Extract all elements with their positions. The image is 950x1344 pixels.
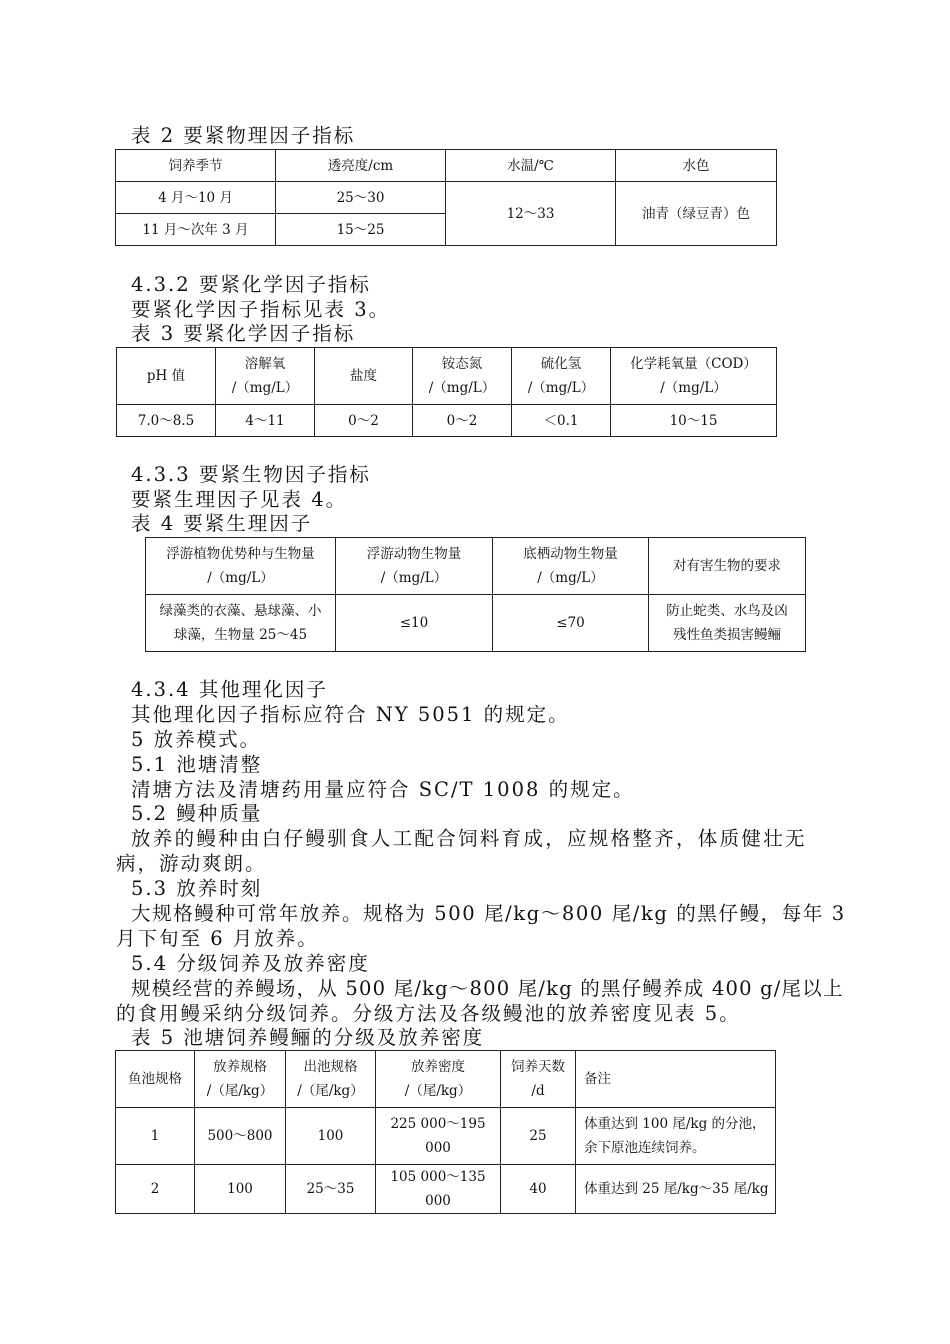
sec-433-heading: 4.3.3 要紧生物因子指标 [131, 463, 371, 486]
table4-header-benthic: 底栖动物生物量 /（mg/L） [493, 538, 649, 595]
table5-header-stock-size: 放养规格 /（尾/kg） [195, 1051, 286, 1108]
table2-cell-temp: 12～33 [446, 182, 616, 246]
table5-cell: 1 [116, 1108, 195, 1165]
sec-53-text-1: 大规格鳗种可常年放养。规格为 500 尾/kg～800 尾/kg 的黑仔鳗，每年 3 [131, 902, 846, 925]
table2-cell: 25～30 [276, 182, 446, 214]
table4-cell: 防止蛇类、水鸟及凶 残性鱼类损害鳗鲡 [649, 595, 806, 652]
table2 [115, 149, 777, 246]
table5-cell: 25 [501, 1108, 576, 1165]
table5-header-pond: 鱼池规格 [116, 1051, 195, 1108]
table5-header-notes: 备注 [576, 1051, 776, 1108]
sec-54-heading: 5.4 分级饲养及放养密度 [131, 952, 370, 975]
table4 [145, 537, 806, 652]
table5-header-out-size: 出池规格 /（尾/kg） [286, 1051, 376, 1108]
sec-52-text-2: 病，游动爽朗。 [116, 852, 267, 875]
sec-54-text-2: 的食用鳗采纳分级饲养。分级方法及各级鳗池的放养密度见表 5。 [116, 1002, 741, 1025]
table3-cell: 7.0～8.5 [117, 405, 216, 437]
table3 [116, 347, 777, 437]
table3-cell: 10～15 [611, 405, 777, 437]
table2-cell-color: 油青（绿豆青）色 [616, 182, 777, 246]
table5-cell: 40 [501, 1165, 576, 1214]
sec-53-heading: 5.3 放养时刻 [131, 877, 263, 900]
table3-cell: ＜0.1 [512, 405, 611, 437]
sec-51-heading: 5.1 池塘清整 [131, 753, 263, 776]
table3-cell: 0～2 [315, 405, 413, 437]
table3-cell: 4～11 [216, 405, 315, 437]
table4-cell: ≤70 [493, 595, 649, 652]
table3-header-ammonia: 铵态氮 /（mg/L） [413, 348, 512, 405]
sec-52-heading: 5.2 鳗种质量 [131, 802, 263, 825]
sec-433-text: 要紧生理因子见表 4。 [131, 488, 348, 511]
table2-cell: 15～25 [276, 214, 446, 246]
table5-header-days: 饲养天数 /d [501, 1051, 576, 1108]
table4-caption: 表 4 要紧生理因子 [131, 512, 313, 535]
table2-cell: 4 月～10 月 [116, 182, 276, 214]
table4-cell: ≤10 [336, 595, 493, 652]
table5-cell: 100 [286, 1108, 376, 1165]
table2-header-season: 饲养季节 [116, 150, 276, 182]
table3-cell: 0～2 [413, 405, 512, 437]
sec-434-text: 其他理化因子指标应符合 NY 5051 的规定。 [131, 703, 570, 726]
sec-51-text: 清塘方法及清塘药用量应符合 SC/T 1008 的规定。 [131, 778, 635, 801]
table2-header-transparency: 透亮度/cm [276, 150, 446, 182]
table3-caption: 表 3 要紧化学因子指标 [131, 322, 356, 345]
table5-cell: 25～35 [286, 1165, 376, 1214]
sec-432-text: 要紧化学因子指标见表 3。 [131, 298, 391, 321]
table2-header-temp: 水温/℃ [446, 150, 616, 182]
table4-header-phyto: 浮游植物优势种与生物量 /（mg/L） [146, 538, 336, 595]
table5-cell-note: 体重达到 100 尾/kg 的分池， 余下原池连续饲养。 [576, 1108, 776, 1165]
table4-header-harmful: 对有害生物的要求 [649, 538, 806, 595]
sec-432-heading: 4.3.2 要紧化学因子指标 [131, 273, 371, 296]
table3-header-ph: pH 值 [117, 348, 216, 405]
sec-54-text-1: 规模经营的养鳗场，从 500 尾/kg～800 尾/kg 的黑仔鳗养成 400 g/尾以上 [131, 977, 844, 1000]
table5-cell: 500～800 [195, 1108, 286, 1165]
table5 [115, 1050, 776, 1214]
table2-cell: 11 月～次年 3 月 [116, 214, 276, 246]
table5-cell: 2 [116, 1165, 195, 1214]
table5-header-density: 放养密度 /（尾/kg） [376, 1051, 501, 1108]
table3-header-do: 溶解氧 /（mg/L） [216, 348, 315, 405]
sec-434-heading: 4.3.4 其他理化因子 [131, 678, 328, 701]
table2-header-color: 水色 [616, 150, 777, 182]
table5-cell: 105 000～135 000 [376, 1165, 501, 1214]
table5-cell: 100 [195, 1165, 286, 1214]
table3-header-salinity: 盐度 [315, 348, 413, 405]
table4-header-zoo: 浮游动物生物量 /（mg/L） [336, 538, 493, 595]
table4-cell: 绿藻类的衣藻、悬球藻、小 球藻，生物量 25～45 [146, 595, 336, 652]
table3-header-h2s: 硫化氢 /（mg/L） [512, 348, 611, 405]
table5-cell: 225 000～195 000 [376, 1108, 501, 1165]
table3-header-cod: 化学耗氧量（COD） /（mg/L） [611, 348, 777, 405]
sec-5-heading: 5 放养模式。 [131, 728, 262, 751]
table2-caption: 表 2 要紧物理因子指标 [131, 124, 356, 147]
table5-caption: 表 5 池塘饲养鳗鲡的分级及放养密度 [131, 1026, 485, 1049]
sec-52-text-1: 放养的鳗种由白仔鳗驯食人工配合饲料育成，应规格整齐，体质健壮无 [131, 827, 807, 850]
table5-cell-note: 体重达到 25 尾/kg～35 尾/kg [576, 1165, 776, 1214]
sec-53-text-2: 月下旬至 6 月放养。 [116, 927, 319, 950]
